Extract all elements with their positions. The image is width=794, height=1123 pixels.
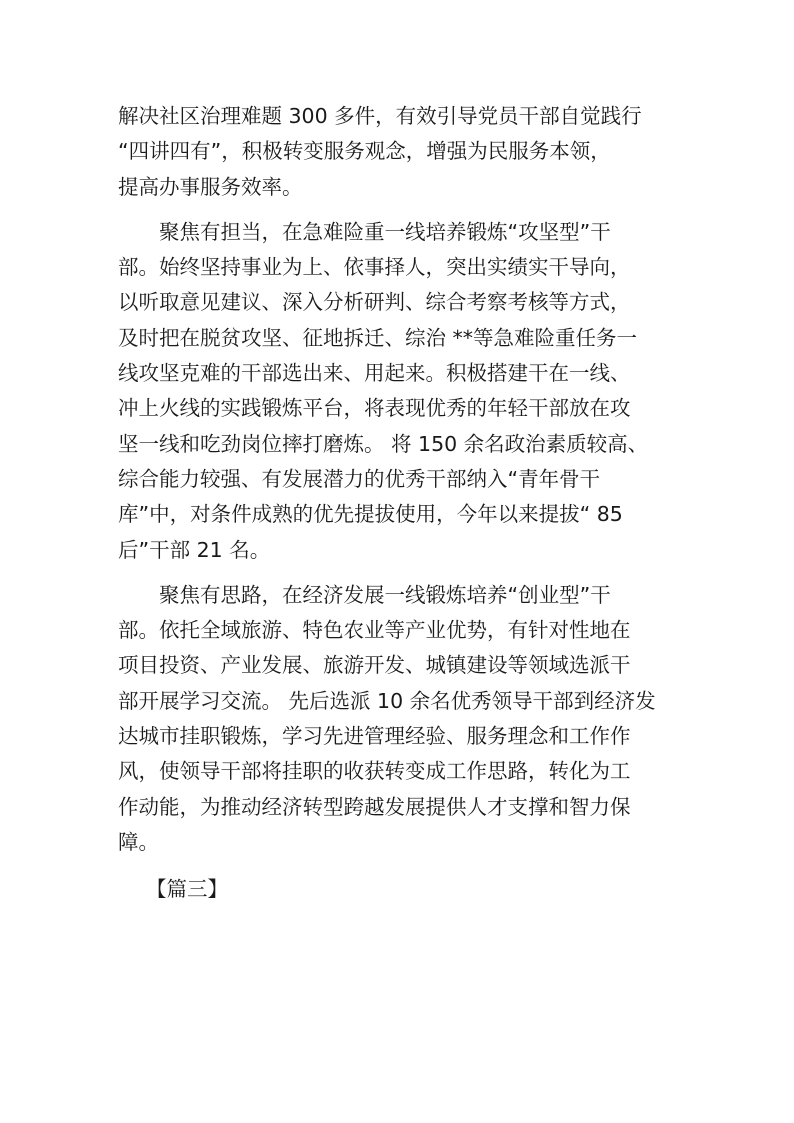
paragraph-line: 部。依托全域旅游、特色农业等产业优势，有针对性地在 (118, 618, 631, 643)
paragraph-1 (118, 99, 678, 205)
paragraph-3 (118, 578, 678, 860)
paragraph-line: 解决社区治理难题 300 多件，有效引导党员干部自觉践行 (118, 104, 642, 128)
paragraph-2 (118, 215, 678, 568)
paragraph-line: 坚一线和吃劲岗位摔打磨炼。 将 150 余名政治素质较高、 (118, 431, 649, 456)
paragraph-line: 作动能，为推动经济转型跨越发展提供人才支撑和智力保 (118, 794, 631, 819)
paragraph-line: 冲上火线的实践锻炼平台，将表现优秀的年轻干部放在攻 (118, 396, 631, 421)
paragraph-line: “四讲四有”，积极转变服务观念，增强为民服务本领， (118, 139, 611, 164)
paragraph-line: 综合能力较强、有发展潜力的优秀干部纳入“青年骨干 (118, 466, 601, 491)
paragraph-line: 部。始终坚持事业为上、依事择人，突出实绩实干导向， (118, 255, 631, 280)
paragraph-line: 障。 (118, 829, 159, 854)
paragraph-line: 后”干部 21 名。 (118, 537, 271, 562)
paragraph-line: 提高办事服务效率。 (118, 174, 303, 199)
paragraph-line: 项目投资、产业发展、旅游开发、城镇建设等领域选派干 (118, 653, 631, 678)
paragraph-line: 以听取意见建议、深入分析研判、综合考察考核等方式， (118, 290, 631, 315)
paragraph-line: 部开展学习交流。 先后选派 10 余名优秀领导干部到经济发 (118, 688, 656, 713)
paragraph-line: 风，使领导干部将挂职的收获转变成工作思路，转化为工 (118, 759, 631, 784)
document-body (118, 99, 678, 908)
paragraph-line: 聚焦有担当，在急难险重一线培养锻炼“攻坚型”干 (159, 219, 611, 244)
paragraph-line: 聚焦有思路，在经济发展一线锻炼培养“创业型”干 (159, 582, 611, 607)
paragraph-line: 及时把在脱贫攻坚、征地拆迁、综治 **等急难险重任务一 (118, 325, 638, 350)
paragraph-line: 线攻坚克难的干部选出来、用起来。积极搭建干在一线、 (118, 361, 631, 386)
paragraph-line: 库”中，对条件成熟的优先提拔使用，今年以来提拔“ 85 (118, 502, 623, 527)
section-heading: 【篇三】 (146, 877, 228, 902)
paragraph-line: 达城市挂职锻炼，学习先进管理经验、服务理念和工作作 (118, 724, 631, 749)
